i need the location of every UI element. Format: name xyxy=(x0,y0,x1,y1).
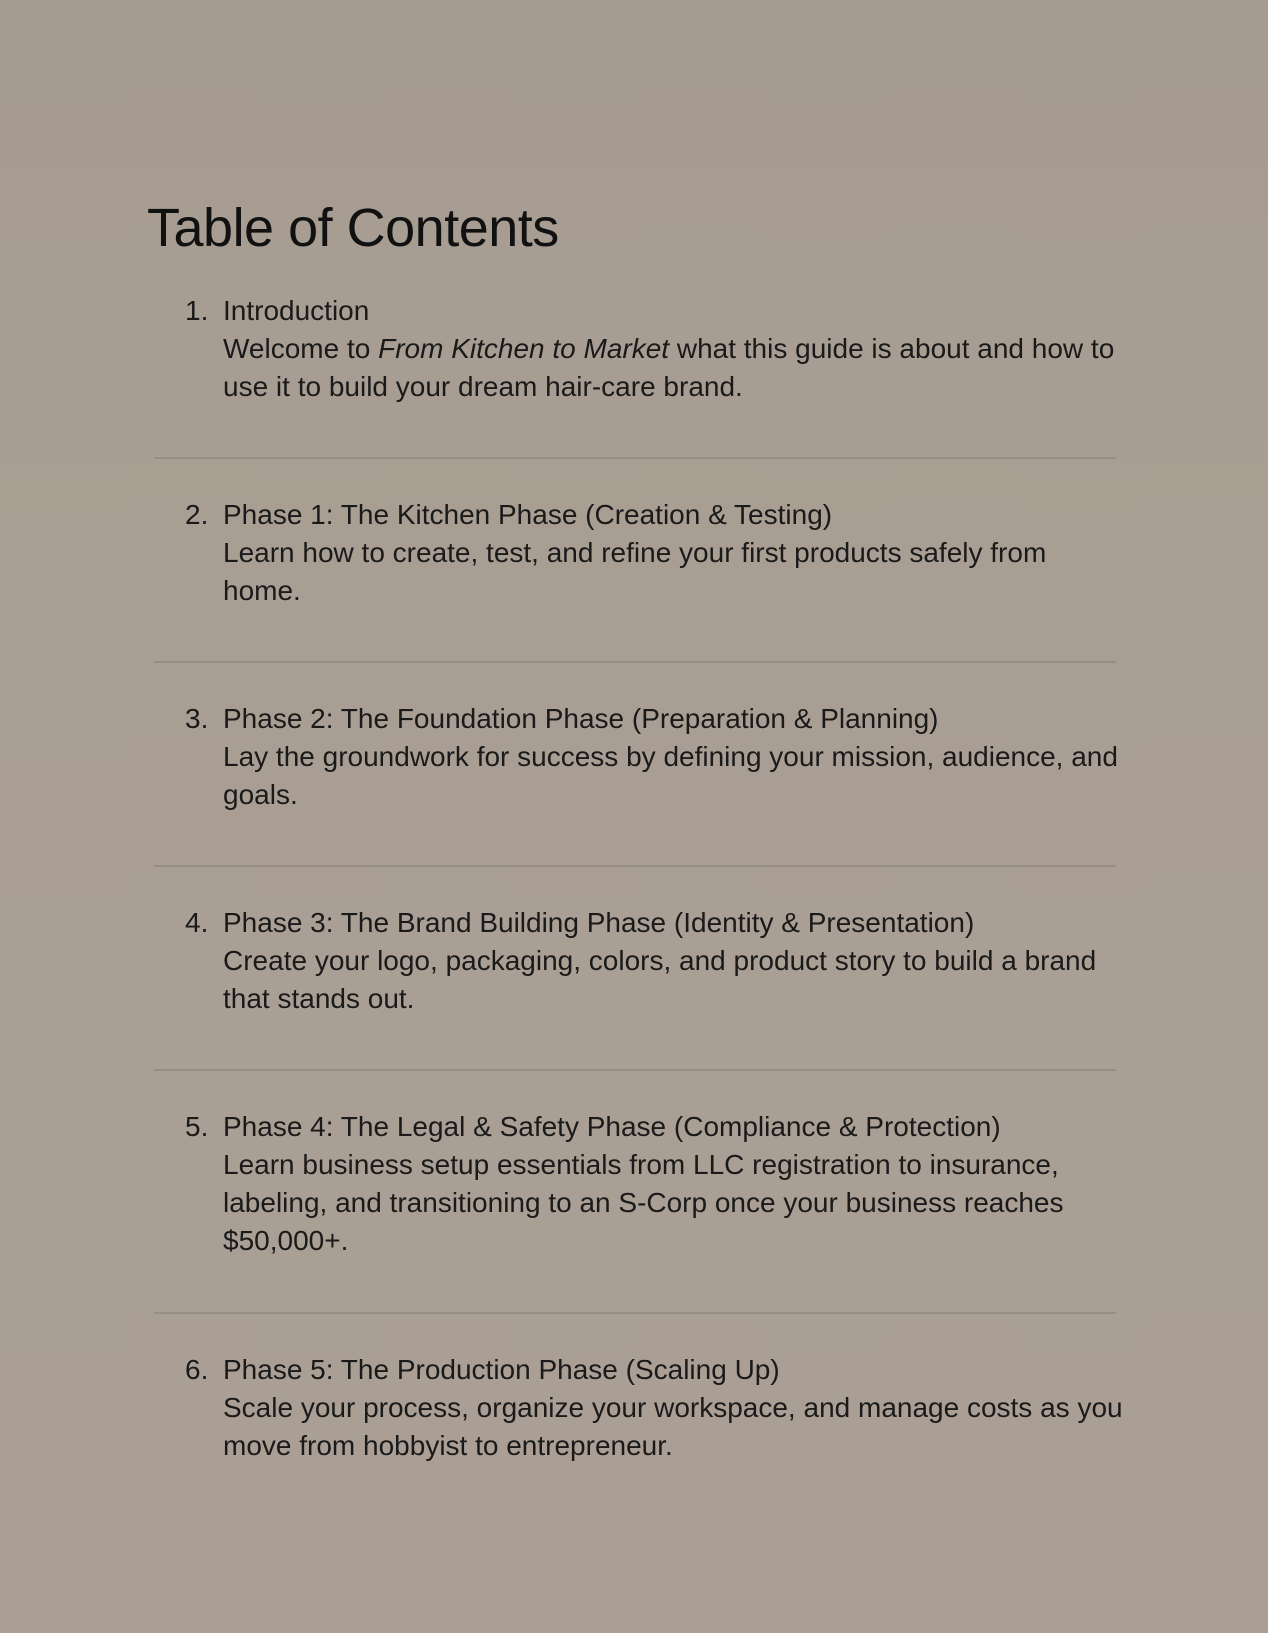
toc-item-description: Learn business setup essentials from LLC registration to insurance, labeling, and transitioning to an S-Corp once your business reaches $50,000+. xyxy=(223,1149,1064,1256)
toc-item-heading: Introduction xyxy=(223,295,370,326)
divider xyxy=(154,1069,1116,1071)
toc-item-description: Lay the groundwork for success by defining your mission, audience, and goals. xyxy=(223,741,1118,810)
toc-item-body xyxy=(223,904,1123,1018)
toc-item-description: Learn how to create, test, and refine your first products safely from home. xyxy=(223,537,1047,606)
divider xyxy=(154,1312,1116,1314)
toc-item-body xyxy=(223,496,1123,610)
toc-item-description: Create your logo, packaging, colors, and product story to build a brand that stands out. xyxy=(223,945,1097,1014)
description-prefix: Welcome to xyxy=(223,333,379,364)
toc-item-body xyxy=(223,1108,1123,1260)
toc-item-heading: Phase 4: The Legal & Safety Phase (Compliance & Protection) xyxy=(223,1111,1001,1142)
guide-title-italic: From Kitchen to Market xyxy=(378,333,670,364)
toc-item-number: 5. xyxy=(185,1111,209,1142)
toc-item-body xyxy=(223,1351,1123,1465)
divider xyxy=(154,457,1116,459)
toc-item-number: 1. xyxy=(185,295,209,326)
toc-item-heading: Phase 5: The Production Phase (Scaling Up) xyxy=(223,1354,780,1385)
toc-item-body xyxy=(223,700,1123,814)
toc-item-body xyxy=(223,292,1123,406)
toc-item-number: 3. xyxy=(185,703,209,734)
toc-item-number: 6. xyxy=(185,1354,209,1385)
toc-item-description xyxy=(223,330,1123,406)
toc-item-number: 2. xyxy=(185,499,209,530)
toc-item-heading: Phase 3: The Brand Building Phase (Identity & Presentation) xyxy=(223,907,975,938)
description-suffix: what this guide is about and how to use it to build your dream hair-care brand. xyxy=(223,333,1115,402)
divider xyxy=(154,865,1116,867)
toc-item-description: Scale your process, organize your workspace, and manage costs as you move from hobbyist to entrepreneur. xyxy=(223,1392,1123,1461)
toc-item-heading: Phase 2: The Foundation Phase (Preparation & Planning) xyxy=(223,703,939,734)
toc-item-number: 4. xyxy=(185,907,209,938)
toc-item-heading: Phase 1: The Kitchen Phase (Creation & Testing) xyxy=(223,499,833,530)
page-title: Table of Contents xyxy=(147,198,559,258)
divider xyxy=(154,661,1116,663)
